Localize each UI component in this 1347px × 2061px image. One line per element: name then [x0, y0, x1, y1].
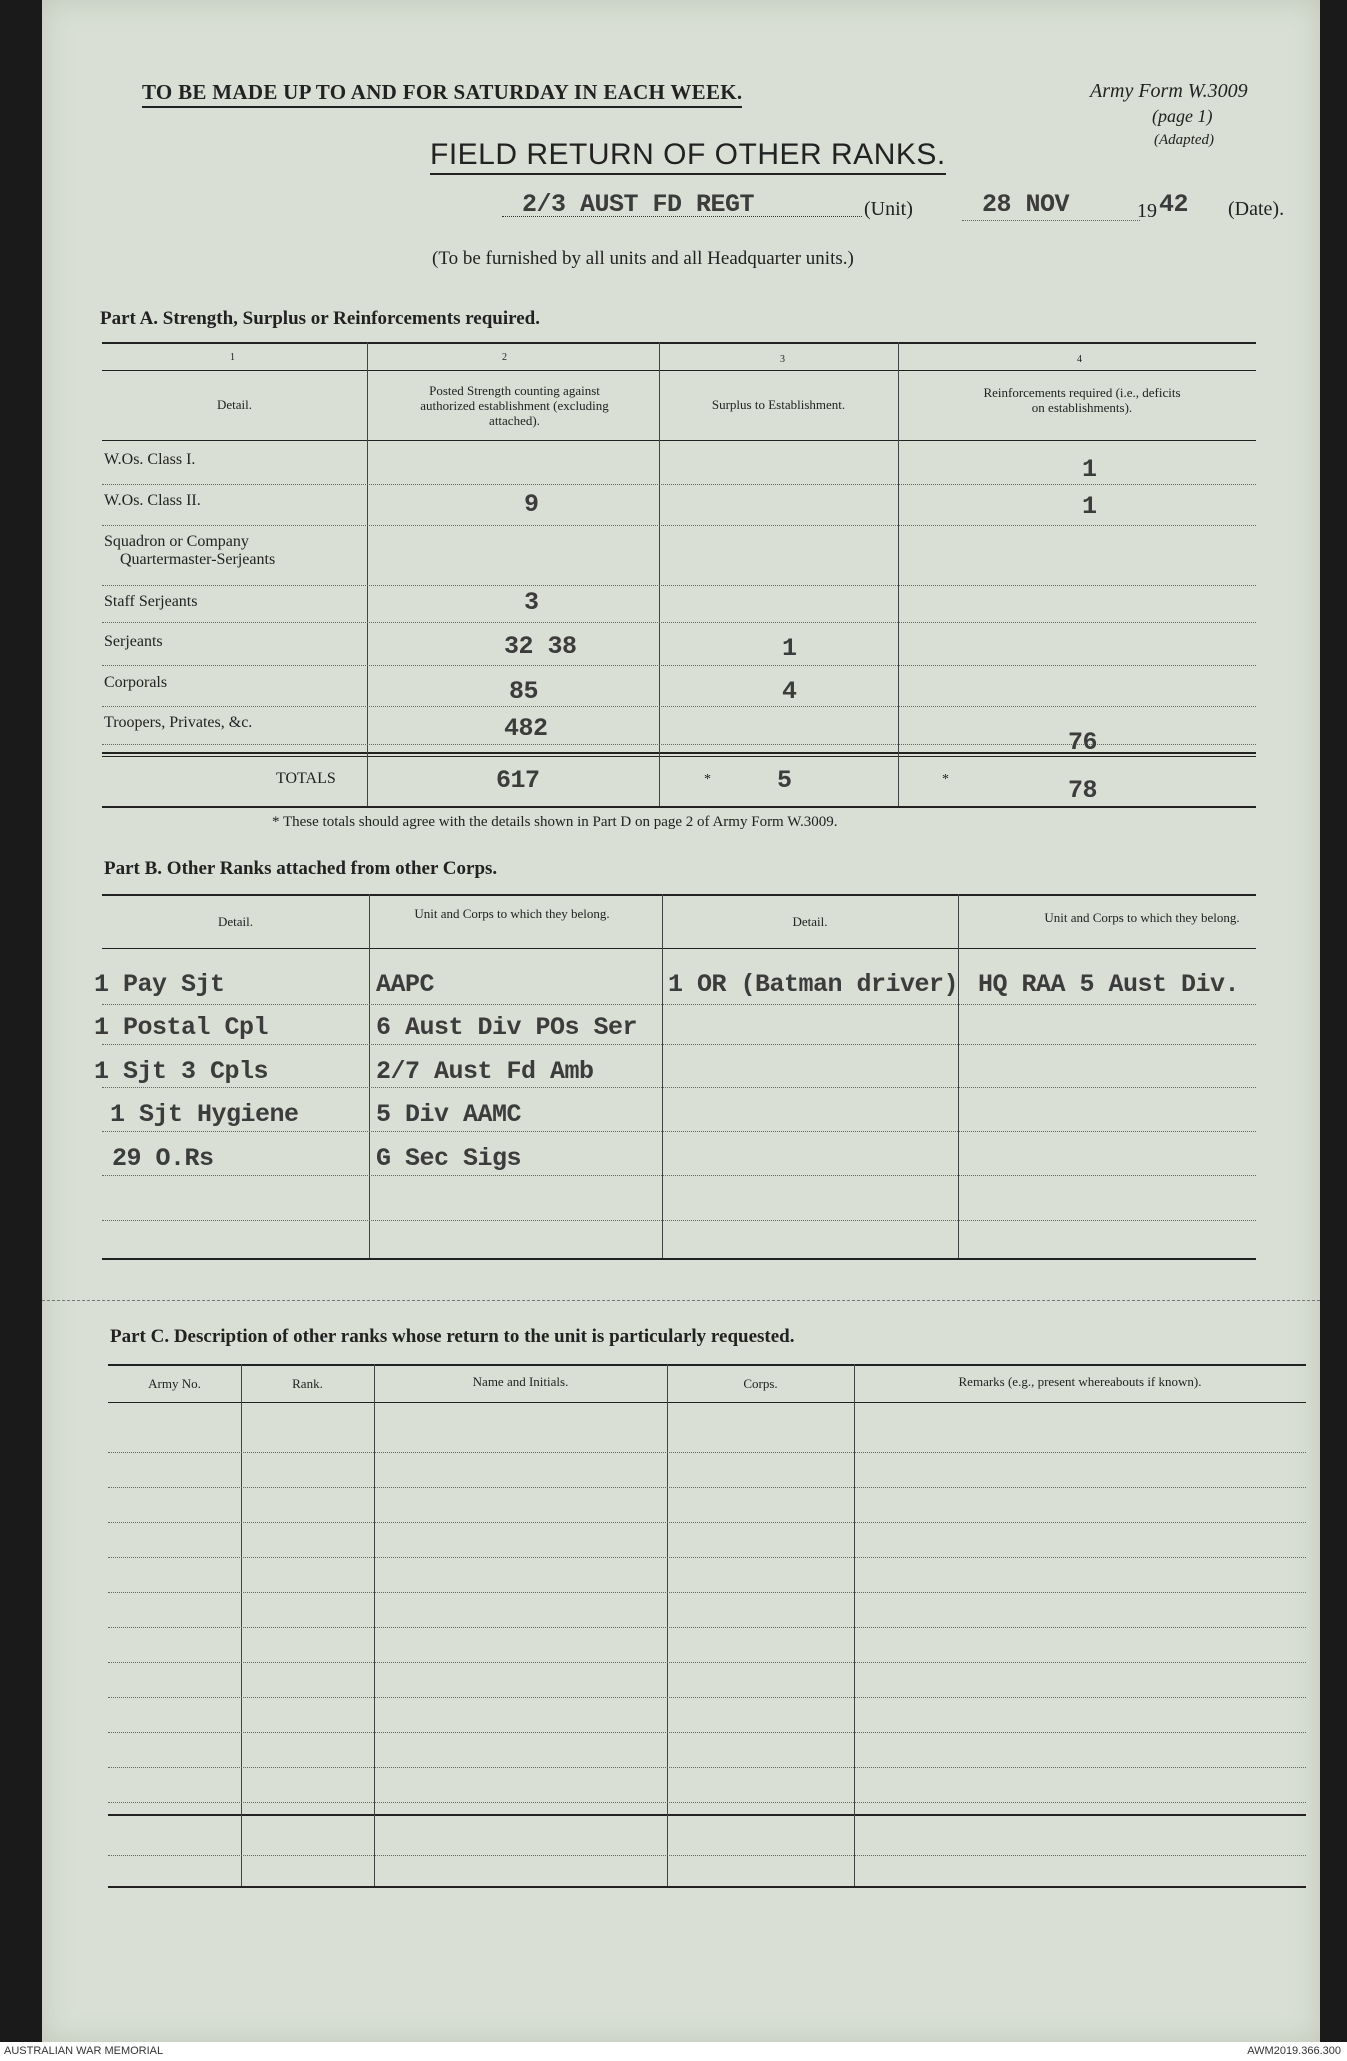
part-b-col-detail-right: Detail. [792, 914, 828, 929]
part-b-unit-3: 2/7 Aust Fd Amb [376, 1057, 594, 1086]
part-b-detail-5: 29 O.Rs [112, 1144, 214, 1173]
adapted-label: (Adapted) [1154, 132, 1214, 148]
row-label-sqn-qms: Squadron or Company [104, 533, 249, 550]
posted-troopers: 482 [504, 714, 548, 743]
total-reinf-star: * [942, 772, 949, 787]
part-b-right-detail: 1 OR (Batman driver) [668, 970, 959, 999]
part-c-heading: Part C. Description of other ranks whose return to the unit is particularly requested. [110, 1326, 795, 1347]
total-surplus: 5 [777, 766, 792, 795]
part-b-right-unit: HQ RAA 5 Aust Div. [978, 970, 1240, 999]
part-b-detail-4: 1 Sjt Hygiene [110, 1100, 299, 1129]
date-value: 28 NOV [982, 190, 1070, 219]
page-indicator: (page 1) [1152, 106, 1213, 126]
row-label-wo-class-2: W.Os. Class II. [104, 492, 201, 509]
row-label-troopers: Troopers, Privates, &c. [104, 714, 253, 731]
part-c-rule [108, 1522, 1306, 1523]
posted-staff-serjeants: 3 [524, 588, 539, 617]
part-b-unit-5: G Sec Sigs [376, 1144, 522, 1173]
unit-value: 2/3 AUST FD REGT [522, 190, 755, 219]
furnish-note: (To be furnished by all units and all Headquarter units.) [432, 248, 854, 269]
col-header-reinforcements: Reinforcements required (i.e., deficits on establishments). [983, 385, 1181, 415]
part-c-rule [108, 1697, 1306, 1698]
part-b-heading: Part B. Other Ranks attached from other Corps. [104, 858, 498, 879]
footer-institution: AUSTRALIAN WAR MEMORIAL [4, 2045, 164, 2057]
part-c-rule [108, 1662, 1306, 1663]
unit-label: (Unit) [864, 198, 913, 220]
part-c-rule [108, 1592, 1306, 1593]
part-c-col-corps: Corps. [743, 1376, 778, 1391]
row-label-corporals: Corporals [104, 674, 168, 691]
date-label: (Date). [1228, 198, 1285, 220]
part-b-unit-4: 5 Div AAMC [376, 1100, 522, 1129]
col-header-detail: Detail. [216, 397, 252, 412]
col-header-posted: Posted Strength counting against authorized establishment (excluding attached). [420, 383, 609, 428]
instruction-line: TO BE MADE UP TO AND FOR SATURDAY IN EACH WEEK. [142, 80, 742, 108]
col-number-4: 4 [1077, 354, 1082, 365]
total-posted: 617 [496, 766, 540, 795]
col-number-3: 3 [780, 354, 785, 365]
part-c-rule [108, 1557, 1306, 1558]
posted-serjeants: 32 38 [504, 632, 577, 661]
row-label-staff-serjeants: Staff Serjeants [104, 593, 198, 610]
footer-bar [0, 2042, 1347, 2061]
part-c-rule [108, 1627, 1306, 1628]
total-reinf: 78 [1068, 776, 1098, 805]
row-label-wo-class-1: W.Os. Class I. [104, 451, 196, 468]
part-c-rule [108, 1767, 1306, 1768]
part-a-footnote: * These totals should agree with the details shown in Part D on page 2 of Army Form W.3009. [272, 814, 838, 830]
part-b-unit-2: 6 Aust Div POs Ser [376, 1013, 638, 1042]
reinf-wo-class-1: 1 [1082, 455, 1097, 484]
col-number-2: 2 [502, 352, 507, 363]
row-label-sqn-qms-2: Quartermaster-Serjeants [120, 551, 276, 568]
reinf-wo-class-2: 1 [1082, 492, 1097, 521]
col-header-surplus: Surplus to Establishment. [711, 397, 846, 412]
part-b-detail-2: 1 Postal Cpl [94, 1013, 269, 1042]
posted-corporals: 85 [509, 677, 539, 706]
part-b-col-unit-right: Unit and Corps to which they belong. [1044, 910, 1240, 925]
year-value: 42 [1159, 190, 1189, 219]
total-surplus-star: * [704, 772, 711, 787]
part-c-rule [108, 1855, 1306, 1856]
part-c-col-remarks: Remarks (e.g., present whereabouts if known). [958, 1374, 1202, 1389]
part-c-rule [108, 1452, 1306, 1453]
part-b-col-detail-left: Detail. [217, 914, 253, 929]
part-c-col-name: Name and Initials. [472, 1374, 569, 1389]
form-page [42, 0, 1320, 2042]
form-number: Army Form W.3009 [1090, 80, 1248, 102]
part-a-heading: Part A. Strength, Surplus or Reinforcements required. [100, 308, 540, 329]
part-c-rule [108, 1487, 1306, 1488]
posted-wo-class-2: 9 [524, 490, 539, 519]
part-c-col-army-no: Army No. [148, 1376, 201, 1391]
surplus-corporals: 4 [782, 677, 797, 706]
reinf-troopers: 76 [1068, 728, 1098, 757]
row-label-serjeants: Serjeants [104, 633, 163, 650]
surplus-serjeants: 1 [782, 634, 797, 663]
part-c-rule [108, 1802, 1306, 1803]
part-b-detail-3: 1 Sjt 3 Cpls [94, 1057, 269, 1086]
form-title: FIELD RETURN OF OTHER RANKS. [430, 138, 946, 175]
part-b-col-unit-left: Unit and Corps to which they belong. [414, 906, 610, 921]
footer-accession: AWM2019.366.300 [1247, 2045, 1341, 2057]
part-c-col-rank: Rank. [292, 1376, 323, 1391]
year-prefix: 19 [1137, 200, 1157, 222]
part-b-unit-1: AAPC [376, 970, 435, 999]
part-c-rule [108, 1732, 1306, 1733]
part-b-detail-1: 1 Pay Sjt [94, 970, 225, 999]
totals-label: TOTALS [276, 770, 336, 787]
col-number-1: 1 [230, 352, 235, 363]
